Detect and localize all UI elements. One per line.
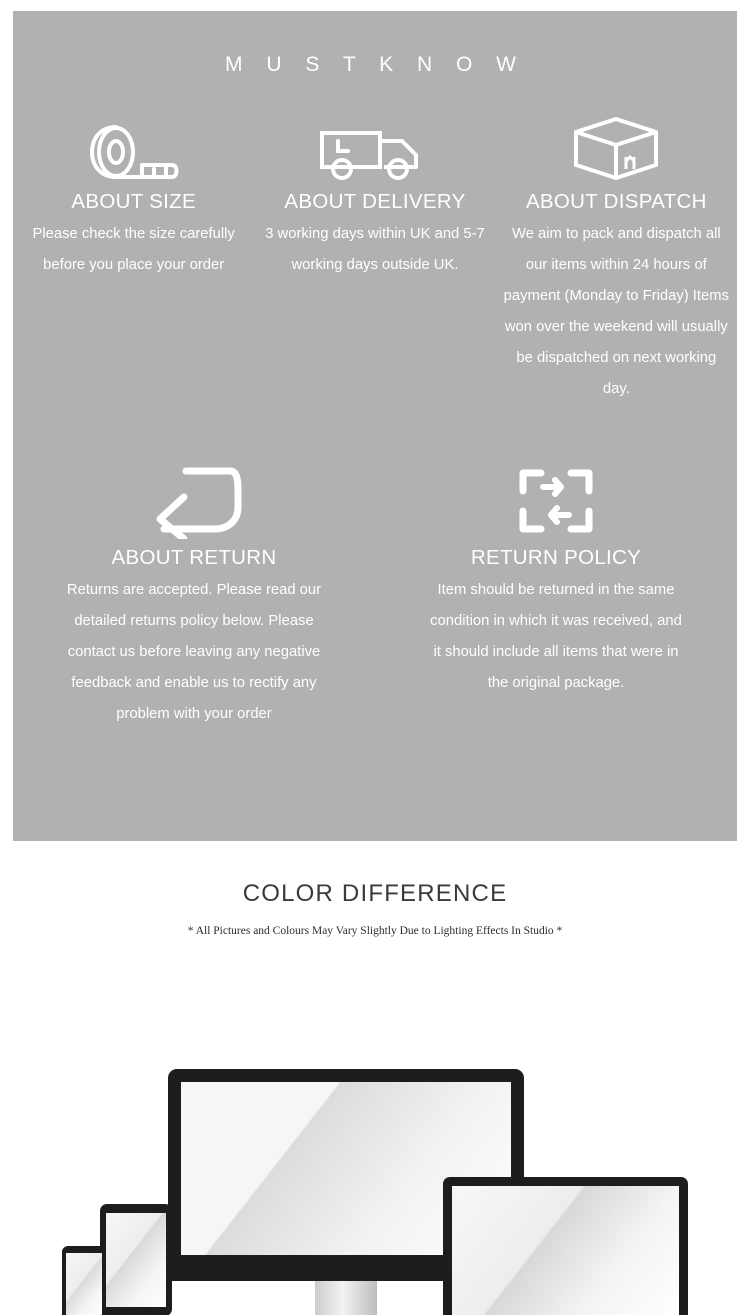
info-cell-about-size [13,109,254,405]
must-know-row-2 [13,465,737,730]
monitor-stand-neck [315,1281,377,1315]
laptop-device [430,1177,700,1315]
return-arrow-icon [144,465,244,539]
color-difference-subtitle: * All Pictures and Colours May Vary Slightly Due to Lighting Effects In Studio * [187,925,563,937]
color-difference-section [0,880,750,1279]
laptop-screen [452,1186,679,1315]
info-body: 3 working days within UK and 5-7 working days outside UK. [265,226,485,273]
phone-screen [66,1253,102,1315]
info-body: Please check the size carefully before you place your order [32,226,235,273]
devices-illustration [0,959,750,1279]
info-heading: ABOUT DISPATCH [525,190,707,213]
tablet-body [100,1204,172,1315]
info-heading: ABOUT DELIVERY [284,190,466,213]
must-know-panel [13,11,737,841]
info-cell-about-delivery [254,109,495,405]
info-heading: ABOUT SIZE [71,190,196,213]
info-cell-about-dispatch [496,109,737,405]
must-know-title: M U S T K N O W [225,53,525,76]
info-body: Returns are accepted. Please read our detailed returns policy below. Please contact us before leaving any negative feedback and enable us to rectify any problem with your order [66,582,322,722]
tape-measure-icon [86,109,182,183]
info-heading: ABOUT RETURN [111,546,277,569]
must-know-row-1 [13,109,737,405]
package-box-icon [570,109,662,183]
phone-device [62,1246,106,1315]
delivery-truck-icon [318,109,432,183]
tablet-device [100,1204,172,1315]
info-body: Item should be returned in the same condition in which it was received, and it should include all items that were in the original package. [430,582,682,691]
info-body: We aim to pack and dispatch all our items within 24 hours of payment (Monday to Friday) Items won over the weekend will usually be dispatched on next working day. [503,226,729,397]
laptop-lid [443,1177,688,1315]
color-difference-title: COLOR DIFFERENCE [242,880,508,907]
tablet-screen [106,1213,166,1307]
info-cell-about-return [13,465,375,730]
recycle-arrows-icon [513,465,599,539]
info-cell-return-policy [375,465,737,730]
info-heading: RETURN POLICY [470,546,642,569]
phone-body [62,1246,106,1315]
